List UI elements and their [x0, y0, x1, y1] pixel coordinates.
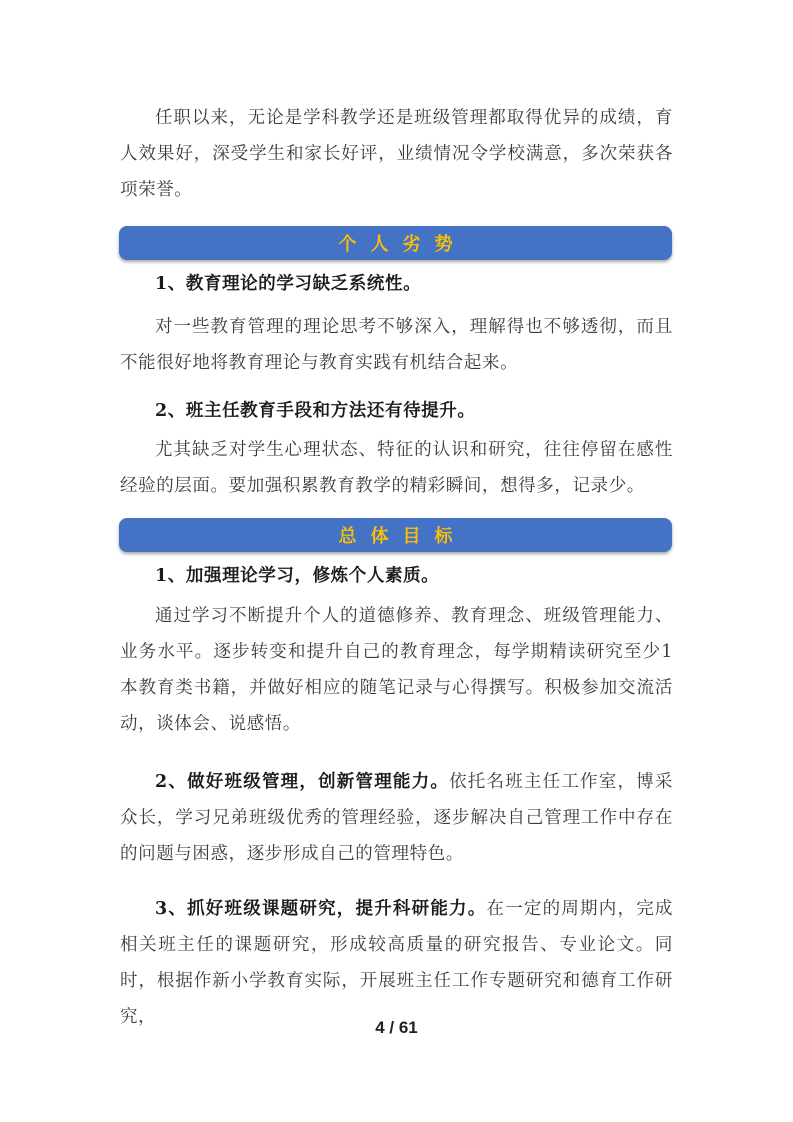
goal-2-body: 依托名班主任工作室，博采众长，学习兄弟班级优秀的管理经验，逐步解决自己管理工作中存在的问题与困惑，逐步形成自己的管理特色。 [120, 772, 673, 864]
goal-3-paragraph [120, 891, 673, 1035]
weakness-2-heading: 2、班主任教育手段和方法还有待提升。 [155, 401, 476, 421]
goal-1-heading: 1、加强理论学习，修炼个人素质。 [155, 566, 440, 586]
section-banner-goals [119, 518, 672, 552]
goal-2-heading: 2、做好班级管理，创新管理能力。 [155, 772, 450, 792]
weakness-1-heading: 1、教育理论的学习缺乏系统性。 [155, 274, 422, 294]
section-title: 总体目标 [338, 526, 467, 547]
section-banner-weaknesses [119, 226, 672, 260]
intro-paragraph: 任职以来，无论是学科教学还是班级管理都取得优异的成绩，育人效果好，深受学生和家长好评，业绩情况令学校满意，多次荣获各项荣誉。 [120, 108, 673, 200]
weakness-1-body: 对一些教育管理的理论思考不够深入，理解得也不够透彻，而且不能很好地将教育理论与教育实践有机结合起来。 [120, 317, 673, 373]
goal-3-heading: 3、抓好班级课题研究，提升科研能力。 [155, 899, 487, 919]
goal-3-body: 在一定的周期内，完成相关班主任的课题研究，形成较高质量的研究报告、专业论文。同时，根据作新小学教育实际，开展班主任工作专题研究和德育工作研究， [120, 899, 674, 1027]
section-title: 个人劣势 [338, 234, 467, 255]
goal-2-paragraph [120, 764, 673, 872]
goal-1-body: 通过学习不断提升个人的道德修养、教育理念、班级管理能力、业务水平。逐步转变和提升自己的教育理念，每学期精读研究至少1本教育类书籍，并做好相应的随笔记录与心得撰写。积极参加交流活动，谈体会、说感悟。 [120, 606, 673, 734]
page-number: 4 / 61 [375, 1018, 418, 1037]
weakness-2-body: 尤其缺乏对学生心理状态、特征的认识和研究，往往停留在感性经验的层面。要加强积累教育教学的精彩瞬间，想得多，记录少。 [120, 440, 673, 496]
